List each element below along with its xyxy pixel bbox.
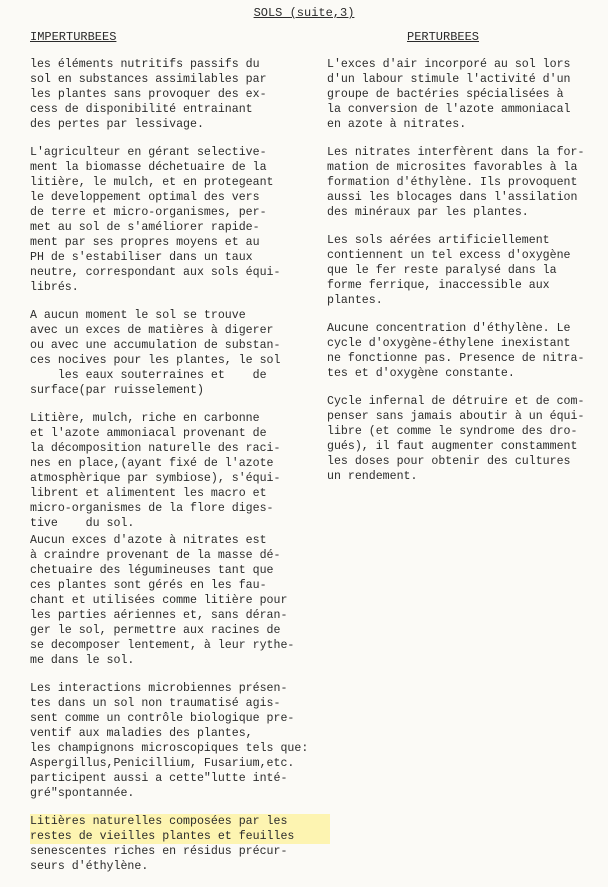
text-line: plantes. [327,294,383,307]
text-line: librent et alimentent les macro et [30,487,267,500]
text-line: ces plantes sont gérés en les fau- [30,579,267,592]
text-line: libre (et comme le syndrome des dro- [327,425,578,438]
right-paragraph [327,233,599,308]
text-line: à craindre provenant de la masse dé- [30,549,281,562]
text-line: chetuaire des légumineuses tant que [30,564,274,577]
text-line: me dans le sol. [30,654,135,667]
left-paragraph [30,57,330,132]
text-line: la conversion de l'azote ammoniacal [327,103,571,116]
right-paragraph [327,321,599,381]
text-line: forme ferrique, inaccessible aux [327,279,550,292]
text-line: le developpement optimal des vers [30,191,260,204]
text-line: les parties aériennes et, sans déran- [30,609,288,622]
text-line: ment par ses propres moyens et au [30,236,260,249]
text-line: L'exces d'air incorporé au sol lors [327,58,571,71]
left-paragraph [30,681,330,801]
text-line: les éléments nutritifs passifs du [30,58,260,71]
text-line: librés. [30,281,79,294]
text-line: ne fonctionne pas. Presence de nitra- [327,352,585,365]
text-line: cycle d'oxygène-éthylene inexistant [327,337,571,350]
text-line: groupe de bactéries spécialisées à [327,88,564,101]
text-line: contiennent un tel excess d'oxygène [327,249,571,262]
column-heading-imperturbees: IMPERTURBEES [30,30,117,44]
text-line: les plantes sans provoquer des ex- [30,88,267,101]
text-line: chant et utilisées comme litière pour [30,594,288,607]
text-line: formation d'éthylène. Ils provoquent [327,176,578,189]
text-line: que le fer reste paralysé dans la [327,264,557,277]
right-paragraph [327,394,599,484]
text-line: Aucun exces d'azote à nitrates est [30,534,267,547]
text-line: neutre, correspondant aux sols équi- [30,266,281,279]
page-title: SOLS (suite,3) [253,6,355,20]
text-line: tive du sol. [30,517,135,530]
column-imperturbees [30,30,330,887]
text-line: aussi les blocages dans l'assilation [327,191,578,204]
text-line: se decomposer lentement, à leur rythe- [30,639,295,652]
text-line: d'un labour stimule l'activité d'un [327,73,571,86]
left-paragraph [30,145,330,295]
text-line: Les sols aérées artificiellement [327,234,550,247]
text-line: ment la biomasse déchetuaire de la [30,161,267,174]
text-line: et l'azote ammoniacal provenant de [30,427,267,440]
text-line: seurs d'éthylène. [30,860,149,873]
text-line: ger le sol, permettre aux racines de [30,624,281,637]
left-paragraph [30,533,330,668]
text-line: la décomposition naturelle des raci- [30,442,281,455]
text-line: met au sol de s'améliorer rapide- [30,221,260,234]
text-line: ventif aux maladies des plantes, [30,727,253,740]
text-line: cess de disponibilité entrainant [30,103,253,116]
text-line: ces nocives pour les plantes, le sol [30,354,281,367]
text-line: mation de microsites favorables à la [327,161,578,174]
text-line: restes de vieilles plantes et feuilles [30,829,330,844]
column-perturbees [327,30,599,497]
text-line: en azote à nitrates. [327,118,467,131]
text-line: L'agriculteur en gérant selective- [30,146,267,159]
text-line: de terre et micro-organismes, per- [30,206,267,219]
text-line: nes en place,(ayant fixé de l'azote [30,457,274,470]
left-paragraph [30,814,330,874]
text-line: sent comme un contrôle biologique pre- [30,712,295,725]
text-line: avec un exces de matières à digerer [30,324,274,337]
left-paragraph [30,411,330,531]
text-line: les champignons microscopiques tels que: [30,742,309,755]
text-line: un rendement. [327,470,418,483]
text-line: Aspergillus,Penicillium, Fusarium,etc. [30,757,295,770]
text-line: Les nitrates interfèrent dans la for- [327,146,585,159]
text-line: atmosphèrique par symbiose), s'équi- [30,472,281,485]
text-line: les eaux souterraines et de [30,369,267,382]
text-line: Cycle infernal de détruire et de com- [327,395,585,408]
left-paragraph [30,308,330,398]
text-line: Litière, mulch, riche en carbonne [30,412,260,425]
right-paragraph [327,145,599,220]
text-line: gré"spontannée. [30,787,135,800]
column-heading-perturbees: PERTURBEES [407,30,480,44]
text-line: Litières naturelles composées par les [30,814,330,829]
text-line: litière, le mulch, et en protegeant [30,176,274,189]
text-line: sol en substances assimilables par [30,73,267,86]
text-line: micro-organismes de la flore diges- [30,502,274,515]
text-line: les doses pour obtenir des cultures [327,455,571,468]
text-line: senescentes riches en résidus précur- [30,845,288,858]
text-line: Les interactions microbiennes présen- [30,682,288,695]
text-line: A aucun moment le sol se trouve [30,309,246,322]
text-line: tes et d'oxygène constante. [327,367,515,380]
text-line: penser sans jamais aboutir à un équi- [327,410,585,423]
text-line: PH de s'estabiliser dans un taux [30,251,253,264]
right-paragraphs [327,57,599,484]
left-paragraphs [30,57,330,874]
text-line: ou avec une accumulation de substan- [30,339,281,352]
text-line: Aucune concentration d'éthylène. Le [327,322,571,335]
text-line: surface(par ruisselement) [30,384,204,397]
text-line: tes dans un sol non traumatisé agis- [30,697,281,710]
text-line: des minéraux par les plantes. [327,206,529,219]
text-line: participent aussi a cette"lutte inté- [30,772,288,785]
text-line: gués), il faut augmenter constamment [327,440,578,453]
text-line: des pertes par lessivage. [30,118,204,131]
right-paragraph [327,57,599,132]
